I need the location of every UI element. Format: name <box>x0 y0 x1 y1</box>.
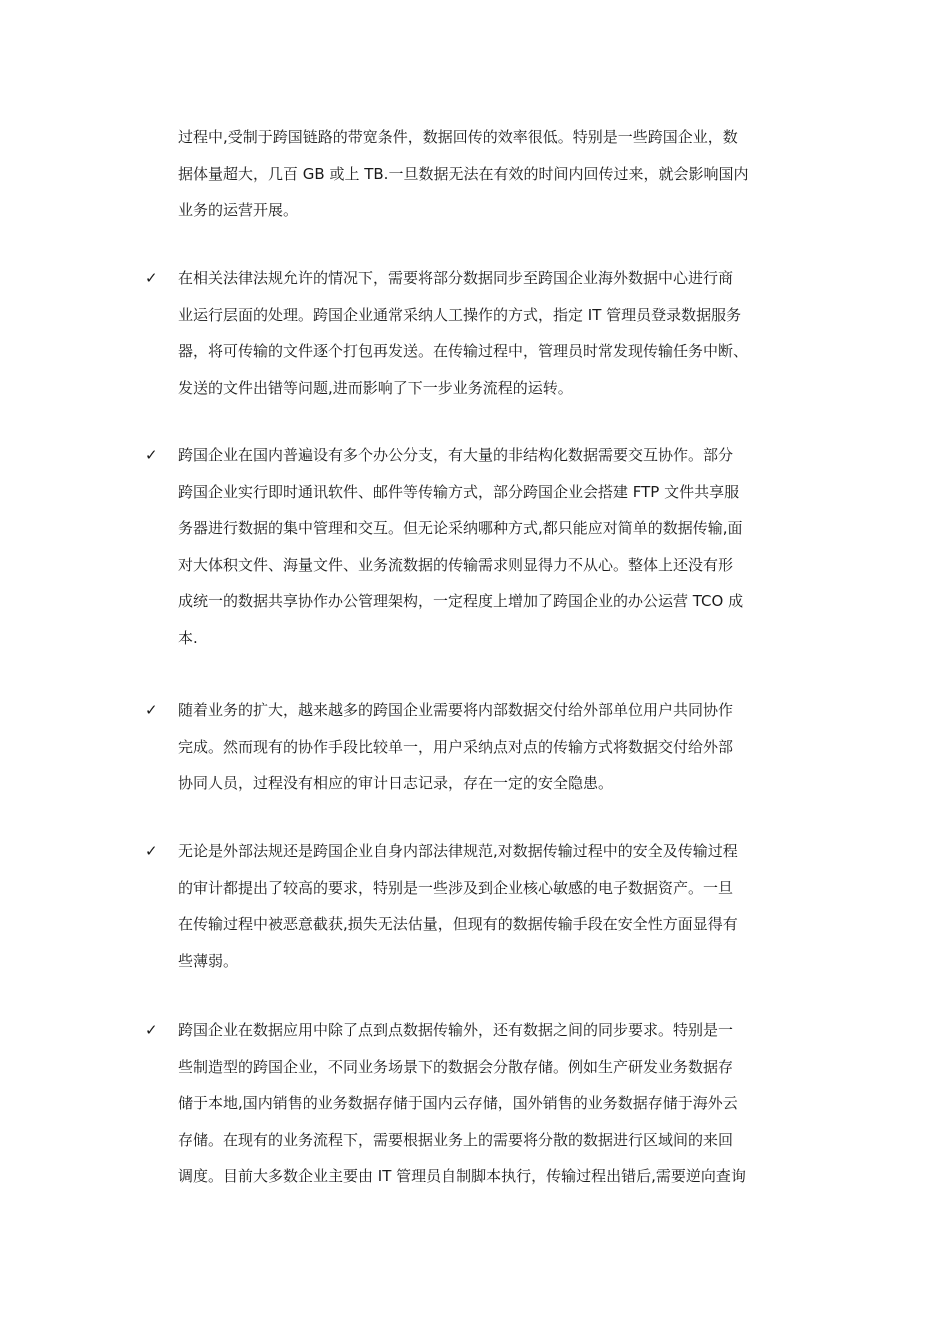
bullet-paragraph-5 <box>178 1012 814 1195</box>
paragraph-line: 调度。目前大多数企业主要由 IT 管理员自制脚本执行，传输过程出错后,需要逆向查询 <box>178 1167 746 1185</box>
paragraph-line: 些薄弱。 <box>178 951 239 970</box>
paragraph-line: 储于本地,国内销售的业务数据存储于国内云存储，国外销售的业务数据存储于海外云 <box>178 1094 738 1112</box>
bullet-paragraph-4 <box>178 833 814 979</box>
checkmark-icon: ✓ <box>145 446 158 464</box>
paragraph-line: 协同人员，过程没有相应的审计日志记录，存在一定的安全隐患。 <box>178 774 614 792</box>
paragraph-line: 业运行层面的处理。跨国企业通常采纳人工操作的方式，指定 IT 管理员登录数据服务 <box>178 305 742 324</box>
paragraph-line: 成统一的数据共享协作办公管理架构，一定程度上增加了跨国企业的办公运营 TCO 成 <box>178 592 744 610</box>
bullet-paragraph-3 <box>178 692 814 802</box>
paragraph-line: 随着业务的扩大，越来越多的跨国企业需要将内部数据交付给外部单位用户共同协作 <box>178 701 734 719</box>
checkmark-icon: ✓ <box>145 269 158 287</box>
paragraph-line: 本. <box>178 628 198 647</box>
paragraph-line: 在传输过程中被恶意截获,损失无法估量，但现有的数据传输手段在安全性方面显得有 <box>178 915 738 933</box>
paragraph-line: 务器进行数据的集中管理和交互。但无论采纳哪种方式,都只能应对简单的数据传输,面 <box>178 519 743 537</box>
paragraph-line: 在相关法律法规允许的情况下，需要将部分数据同步至跨国企业海外数据中心进行商 <box>178 269 734 287</box>
paragraph-line: 些制造型的跨国企业，不同业务场景下的数据会分散存储。例如生产研发业务数据存 <box>178 1057 734 1076</box>
continuation-paragraph <box>178 119 814 229</box>
checkmark-icon: ✓ <box>145 701 158 719</box>
paragraph-line: 跨国企业在国内普遍设有多个办公分支，有大量的非结构化数据需要交互协作。部分 <box>178 446 734 464</box>
bullet-paragraph-2 <box>178 437 814 656</box>
paragraph-line: 器，将可传输的文件逐个打包再发送。在传输过程中，管理员时常发现传输任务中断、 <box>178 342 749 360</box>
paragraph-line: 跨国企业在数据应用中除了点到点数据传输外，还有数据之间的同步要求。特别是一 <box>178 1021 734 1039</box>
paragraph-line: 无论是外部法规还是跨国企业自身内部法律规范,对数据传输过程中的安全及传输过程 <box>178 842 738 860</box>
paragraph-line: 的审计都提出了较高的要求，特别是一些涉及到企业核心敏感的电子数据资产。一旦 <box>178 878 734 897</box>
paragraph-line: 存储。在现有的业务流程下，需要根据业务上的需要将分散的数据进行区域间的来回 <box>178 1130 734 1149</box>
checkmark-icon: ✓ <box>145 1021 158 1039</box>
paragraph-line: 跨国企业实行即时通讯软件、邮件等传输方式，部分跨国企业会搭建 FTP 文件共享服 <box>178 482 740 501</box>
paragraph-line: 发送的文件出错等问题,进而影响了下一步业务流程的运转。 <box>178 378 573 397</box>
paragraph-line: 对大体积文件、海量文件、业务流数据的传输需求则显得力不从心。整体上还没有形 <box>178 555 734 574</box>
paragraph-line: 过程中,受制于跨国链路的带宽条件，数据回传的效率很低。特别是一些跨国企业，数 <box>178 128 738 146</box>
paragraph-line: 业务的运营开展。 <box>178 201 299 219</box>
paragraph-line: 据体量超大，几百 GB 或上 TB.一旦数据无法在有效的时间内回传过来，就会影响国内 <box>178 164 749 183</box>
paragraph-line: 完成。然而现有的协作手段比较单一，用户采纳点对点的传输方式将数据交付给外部 <box>178 737 734 756</box>
bullet-paragraph-1 <box>178 260 814 406</box>
checkmark-icon: ✓ <box>145 842 158 860</box>
